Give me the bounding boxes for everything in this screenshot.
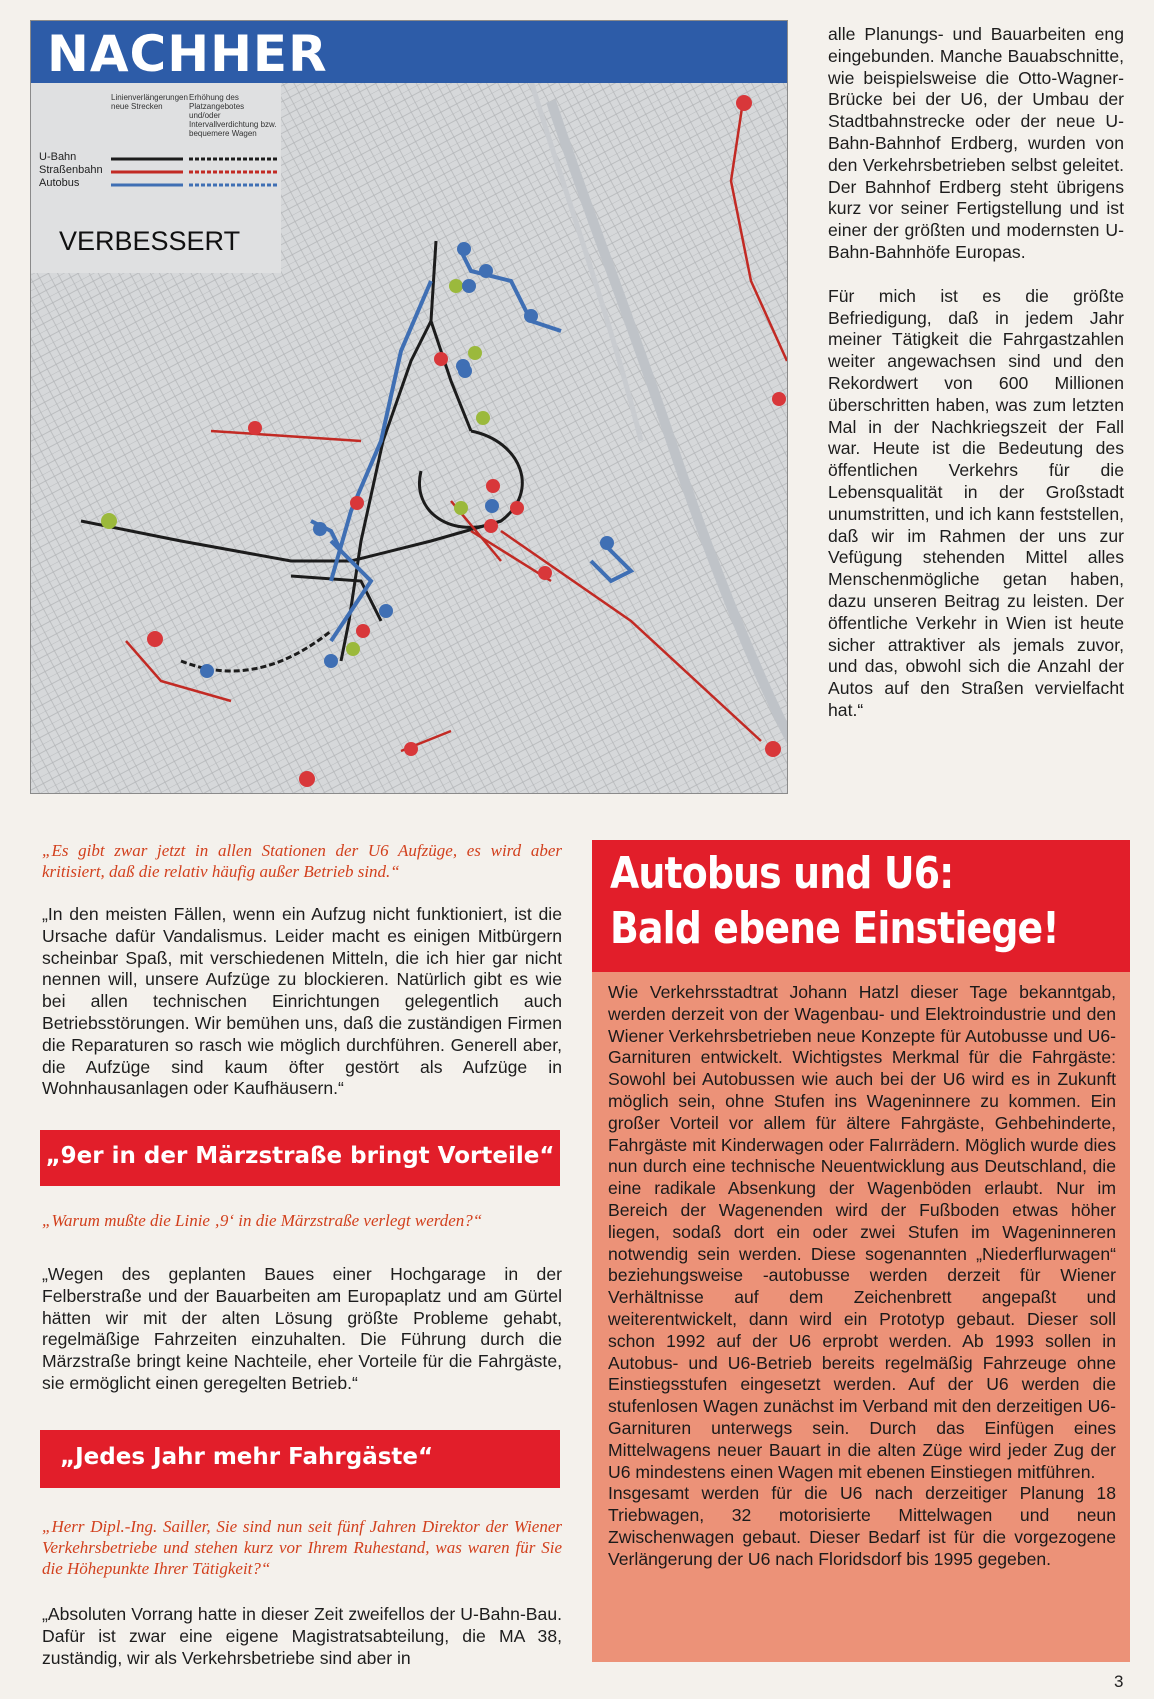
interview-answer-1: „In den meisten Fällen, wenn ein Aufzug nicht funktioniert, ist die Ursache dafür Vandalismus. Leider macht es einigen Mitbürgern scheinbar Spaß, mit verschiedenen Mitteln, die ich hier gar nicht nennen will, unsere Aufzüge zu blockieren. Natürlich gibt es wie bei allen technischen Einrichtungen gelegentlich auch Betriebsstörungen. Wir bemühen uns, daß die zuständigen Firmen die Reparaturen so rasch wie möglich durchführen. Generell aber, die Aufzüge sind kaum öfter gestört als Aufzüge in Wohnhausanlagen oder Kaufhäusern.“ [42, 904, 562, 1099]
map-caption: VERBESSERT [59, 226, 241, 256]
section-heading-bar [40, 1430, 560, 1488]
news-box-body-area [592, 972, 1130, 1662]
legend-label-ubahn: U-Bahn [39, 151, 77, 163]
legend-swatches [111, 153, 281, 193]
paragraph: Insgesamt werden für die U6 nach derzeitiger Planung 18 Triebwagen, 32 motorisierte Mittelwagen und neun Zwischenwagen gebaut. Dieser Bedarf ist für die vorgezogene Verlängerung der U6 nach Floridsdorf bis 1995 gegeben. [608, 1483, 1116, 1569]
legend-header-new-routes: Linienverlängerungen neue Strecken [111, 93, 188, 111]
interview-question-3: „Herr Dipl.-Ing. Sailler, Sie sind nun seit fünf Jahren Direktor der Wiener Verkehrsbetriebe und stehen kurz vor Ihrem Ruhestand, was waren für Sie die Höhepunkte Ihrer Tätigkeit?“ [42, 1517, 562, 1578]
paragraph: Wie Verkehrsstadtrat Johann Hatzl dieser Tage bekanntgab, werden derzeit von der Wagenbau- und Elektroindustrie und den Wiener Verkehrsbetrieben neue Konzepte für Autobusse und U6-Garnituren entwickelt. Wichtigstes Merkmal für die Fahrgäste: Sowohl bei Autobussen wie auch bei der U6 wird es in Zukunft möglich sein, ohne Stufen ins Wageninnere zu kommen. Ein großer Vorteil vor allem für ältere Fahrgäste, Gehbehinderte, Fahrgäste mit Kinderwagen oder Falırrädern. Möglich wurde dies nun durch eine technische Neuentwicklung aus Deutschland, die eine radikale Absenkung der Wagenböden erlaubt. Nur im Bereich der Wagenenden wird der Fußboden etwas höher liegen, sodaß dort ein oder zwei Stufen im Wageninneren notwendig sein werden. Diese sogenannten „Niederflurwagen“ beziehungsweise -autobusse werden derzeit für Wiener Verhältnisse auf dem Zeichenbrett angepaßt und weiterentwickelt, dann wird ein Prototyp gebaut. Dieser soll schon 1992 auf der U6 erprobt werden. Ab 1993 sollen in Autobus- und U6-Betrieb bereits regelmäßig Fahrzeuge ohne Einstiegsstufen eingesetzt werden. Auf der U6 werden die stufenlosen Wagen zunächst im Verband mit den derzeitigen U6-Garnituren unterwegs sein. Durch das Einfügen eines Mittelwagens neuer Bauart in die alten Züge wird jeder Zug der U6 mindestens einen Wagen mit ebenen Einstiegen mitführen. [608, 982, 1116, 1482]
map-title: NACHHER [47, 25, 328, 83]
headline-line: Autobus und U6: [610, 848, 954, 899]
section-heading: „Jedes Jahr mehr Fahrgäste“ [60, 1444, 434, 1470]
headline-line: Bald ebene Einstiege! [610, 903, 1059, 954]
page-number: 3 [1114, 1672, 1124, 1691]
interview-answer-2: „Wegen des geplanten Baues einer Hochgarage in der Felberstraße und der Bauarbeiten am Europaplatz und am Gürtel hätten wir mit der alten Lösung größte Probleme gehabt, regelmäßige Fahrzeiten einzuhalten. Die Führung durch die Märzstraße bringt keine Nachteile, eher Vorteile für die Fahrgäste, sie ermöglicht einen geregelten Betrieb.“ [42, 1264, 562, 1393]
news-box-body [608, 982, 1116, 1571]
legend-label-tram: Straßenbahn [39, 164, 103, 176]
network-map [30, 20, 788, 794]
paragraph: Für mich ist es die größte Befriedigung, daß in jedem Jahr meiner Tätigkeit die Fahrgastzahlen weiter angewachsen sind und den Rekordwert von 600 Millionen überschritten haben, was zum letzten Mal in der Nachkriegszeit der Fall war. Heute ist die Bedeutung des öffentlichen Verkehrs für die Lebensqualität in der Großstadt unumstritten, und ich kann feststellen, daß wir im Rahmen der uns zur Vefügung stehenden Mittel alles Menschenmögliche getan haben, dazu unseren Beitrag zu leisten. Der öffentliche Verkehr in Wien ist heute sicher attraktiver als jemals zuvor, und das, obwohl sich die Anzahl der Autos auf den Straßen vervielfacht hat.“ [828, 285, 1124, 720]
interview-question-2: „Warum mußte die Linie ‚9‘ in die Märzstraße verlegt werden?“ [42, 1211, 483, 1230]
section-heading: „9er in der Märzstraße bringt Vorteile“ [45, 1143, 555, 1169]
section-heading-bar [40, 1130, 560, 1186]
top-right-column [828, 24, 1124, 744]
legend-header-capacity: Erhöhung des Platzangebotes und/oder Intervallverdichtung bzw. bequemere Wagen [189, 93, 277, 138]
paragraph: alle Planungs- und Bauarbeiten eng eingebunden. Manche Bauabschnitte, wie beispielsweise die Otto-Wagner-Brücke bei der U6, der Umbau der Stadtbahnstrecke oder der neue U-Bahn-Bahnhof Erdberg, wurden von den Verkehrsbetrieben selbst geleitet. Der Bahnhof Erdberg steht übrigens kurz vor seiner Fertigstellung und ist einer der größten und modernsten U-Bahn-Bahnhöfe Europas. [828, 24, 1124, 262]
news-box-headline-area [592, 840, 1130, 972]
interview-question-1: „Es gibt zwar jetzt in allen Stationen der U6 Aufzüge, es wird aber kritisiert, daß die relativ häufig außer Betrieb sind.“ [42, 841, 562, 881]
news-box-headline [610, 846, 1059, 956]
interview-answer-3: „Absoluten Vorrang hatte in dieser Zeit zweifellos der U-Bahn-Bau. Dafür ist zwar eine eigene Magistratsabteilung, die MA 38, zuständig, wir als Verkehrsbetriebe sind aber in [42, 1604, 562, 1668]
legend-label-bus: Autobus [39, 177, 80, 189]
